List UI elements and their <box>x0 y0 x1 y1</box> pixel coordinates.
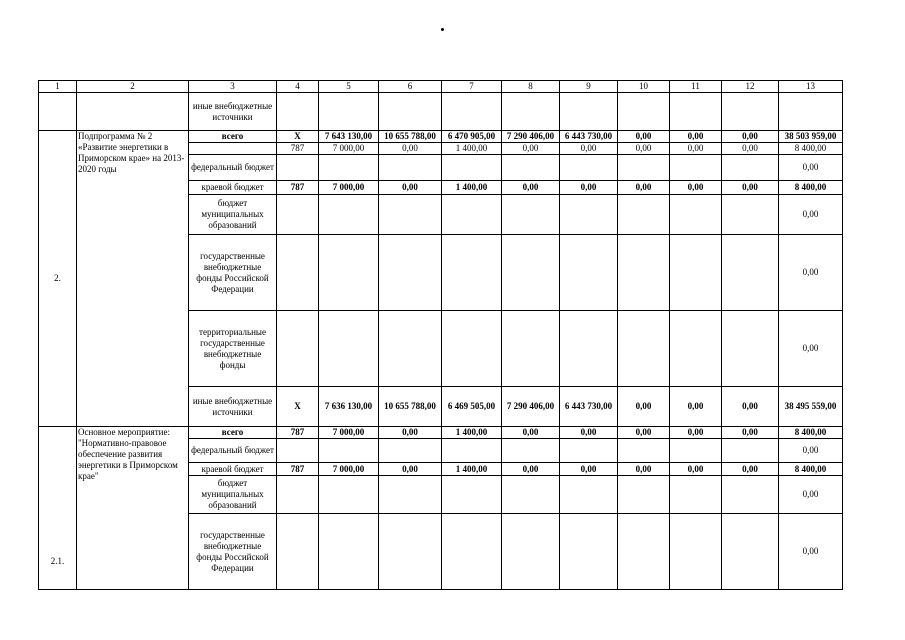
value-cell: 1 400,00 <box>442 181 502 195</box>
funding-source: бюджет муниципальных образований <box>189 195 277 235</box>
value-cell: 1 400,00 <box>442 463 502 476</box>
value-cell: 0,00 <box>722 143 779 155</box>
value-cell: 6 469 505,00 <box>442 387 502 427</box>
col-header: 13 <box>779 81 843 93</box>
funding-source <box>189 143 277 155</box>
event-name: Основное мероприятие: "Нормативно-правовое обеспечение развития энергетики в Приморском крае" <box>77 427 189 590</box>
col-header: 7 <box>442 81 502 93</box>
value-cell: 0,00 <box>618 181 670 195</box>
funding-source: бюджет муниципальных образований <box>189 476 277 514</box>
value-cell: 0,00 <box>379 181 442 195</box>
value-cell: 8 400,00 <box>779 427 843 439</box>
row-number: 2. <box>39 131 77 427</box>
value-cell: 0,00 <box>722 131 779 143</box>
code-cell: X <box>277 131 319 143</box>
value-cell: 0,00 <box>618 143 670 155</box>
value-cell: 0,00 <box>670 387 722 427</box>
value-cell: 10 655 788,00 <box>379 131 442 143</box>
funding-source: федеральный бюджет <box>189 155 277 181</box>
value-cell: 38 495 559,00 <box>779 387 843 427</box>
table-row <box>39 93 843 131</box>
value-cell: 0,00 <box>779 195 843 235</box>
value-cell: 0,00 <box>670 143 722 155</box>
value-cell: 0,00 <box>670 427 722 439</box>
value-cell: 0,00 <box>560 181 618 195</box>
value-cell: 8 400,00 <box>779 181 843 195</box>
value-cell: 0,00 <box>670 131 722 143</box>
value-cell: 0,00 <box>502 181 560 195</box>
column-number-row <box>39 81 843 93</box>
col-header: 6 <box>379 81 442 93</box>
value-cell: 7 000,00 <box>319 143 379 155</box>
value-cell: 0,00 <box>779 514 843 590</box>
value-cell: 0,00 <box>502 143 560 155</box>
col-header: 4 <box>277 81 319 93</box>
value-cell: 0,00 <box>560 463 618 476</box>
funding-source: государственные внебюджетные фонды Российской Федерации <box>189 514 277 590</box>
col-header: 2 <box>77 81 189 93</box>
funding-source: иные внебюджетные источники <box>189 93 277 131</box>
budget-table <box>38 80 843 590</box>
value-cell: 0,00 <box>670 181 722 195</box>
value-cell: 0,00 <box>502 463 560 476</box>
value-cell: 0,00 <box>379 427 442 439</box>
funding-source: иные внебюджетные источники <box>189 387 277 427</box>
code-cell: X <box>277 387 319 427</box>
value-cell: 0,00 <box>779 311 843 387</box>
funding-source: всего <box>189 427 277 439</box>
program-name: Подпрограмма № 2 «Развитие энергетики в Приморском крае» на 2013-2020 годы <box>77 131 189 427</box>
col-header: 8 <box>502 81 560 93</box>
value-cell: 0,00 <box>779 155 843 181</box>
value-cell: 38 503 959,00 <box>779 131 843 143</box>
value-cell: 0,00 <box>618 131 670 143</box>
value-cell: 0,00 <box>722 463 779 476</box>
value-cell: 0,00 <box>779 439 843 463</box>
funding-source: краевой бюджет <box>189 463 277 476</box>
table-row <box>39 131 843 143</box>
value-cell: 0,00 <box>722 387 779 427</box>
code-cell: 787 <box>277 427 319 439</box>
funding-source: государственные внебюджетные фонды Российской Федерации <box>189 235 277 311</box>
value-cell: 6 443 730,00 <box>560 387 618 427</box>
value-cell: 0,00 <box>722 181 779 195</box>
code-cell: 787 <box>277 143 319 155</box>
value-cell: 0,00 <box>618 387 670 427</box>
value-cell: 0,00 <box>502 427 560 439</box>
col-header: 1 <box>39 81 77 93</box>
page-mark <box>441 28 444 31</box>
value-cell: 0,00 <box>560 427 618 439</box>
value-cell: 7 636 130,00 <box>319 387 379 427</box>
value-cell: 10 655 788,00 <box>379 387 442 427</box>
col-header: 11 <box>670 81 722 93</box>
value-cell: 6 443 730,00 <box>560 131 618 143</box>
value-cell: 7 290 406,00 <box>502 387 560 427</box>
value-cell: 8 400,00 <box>779 143 843 155</box>
col-header: 10 <box>618 81 670 93</box>
value-cell: 0,00 <box>670 463 722 476</box>
table-row <box>39 427 843 439</box>
value-cell: 0,00 <box>560 143 618 155</box>
value-cell: 0,00 <box>379 463 442 476</box>
value-cell: 0,00 <box>779 235 843 311</box>
value-cell: 8 400,00 <box>779 463 843 476</box>
value-cell: 0,00 <box>779 476 843 514</box>
value-cell: 7 643 130,00 <box>319 131 379 143</box>
value-cell: 7 000,00 <box>319 463 379 476</box>
value-cell: 1 400,00 <box>442 143 502 155</box>
code-cell: 787 <box>277 463 319 476</box>
col-header: 9 <box>560 81 618 93</box>
row-number: 2.1. <box>39 427 77 590</box>
value-cell: 6 470 905,00 <box>442 131 502 143</box>
value-cell: 7 000,00 <box>319 181 379 195</box>
value-cell: 0,00 <box>618 463 670 476</box>
value-cell: 1 400,00 <box>442 427 502 439</box>
funding-source: всего <box>189 131 277 143</box>
value-cell: 0,00 <box>618 427 670 439</box>
col-header: 5 <box>319 81 379 93</box>
code-cell: 787 <box>277 181 319 195</box>
value-cell: 7 290 406,00 <box>502 131 560 143</box>
value-cell: 7 000,00 <box>319 427 379 439</box>
funding-source: краевой бюджет <box>189 181 277 195</box>
funding-source: федеральный бюджет <box>189 439 277 463</box>
funding-source: территориальные государственные внебюджетные фонды <box>189 311 277 387</box>
col-header: 12 <box>722 81 779 93</box>
col-header: 3 <box>189 81 277 93</box>
value-cell: 0,00 <box>379 143 442 155</box>
value-cell: 0,00 <box>722 427 779 439</box>
